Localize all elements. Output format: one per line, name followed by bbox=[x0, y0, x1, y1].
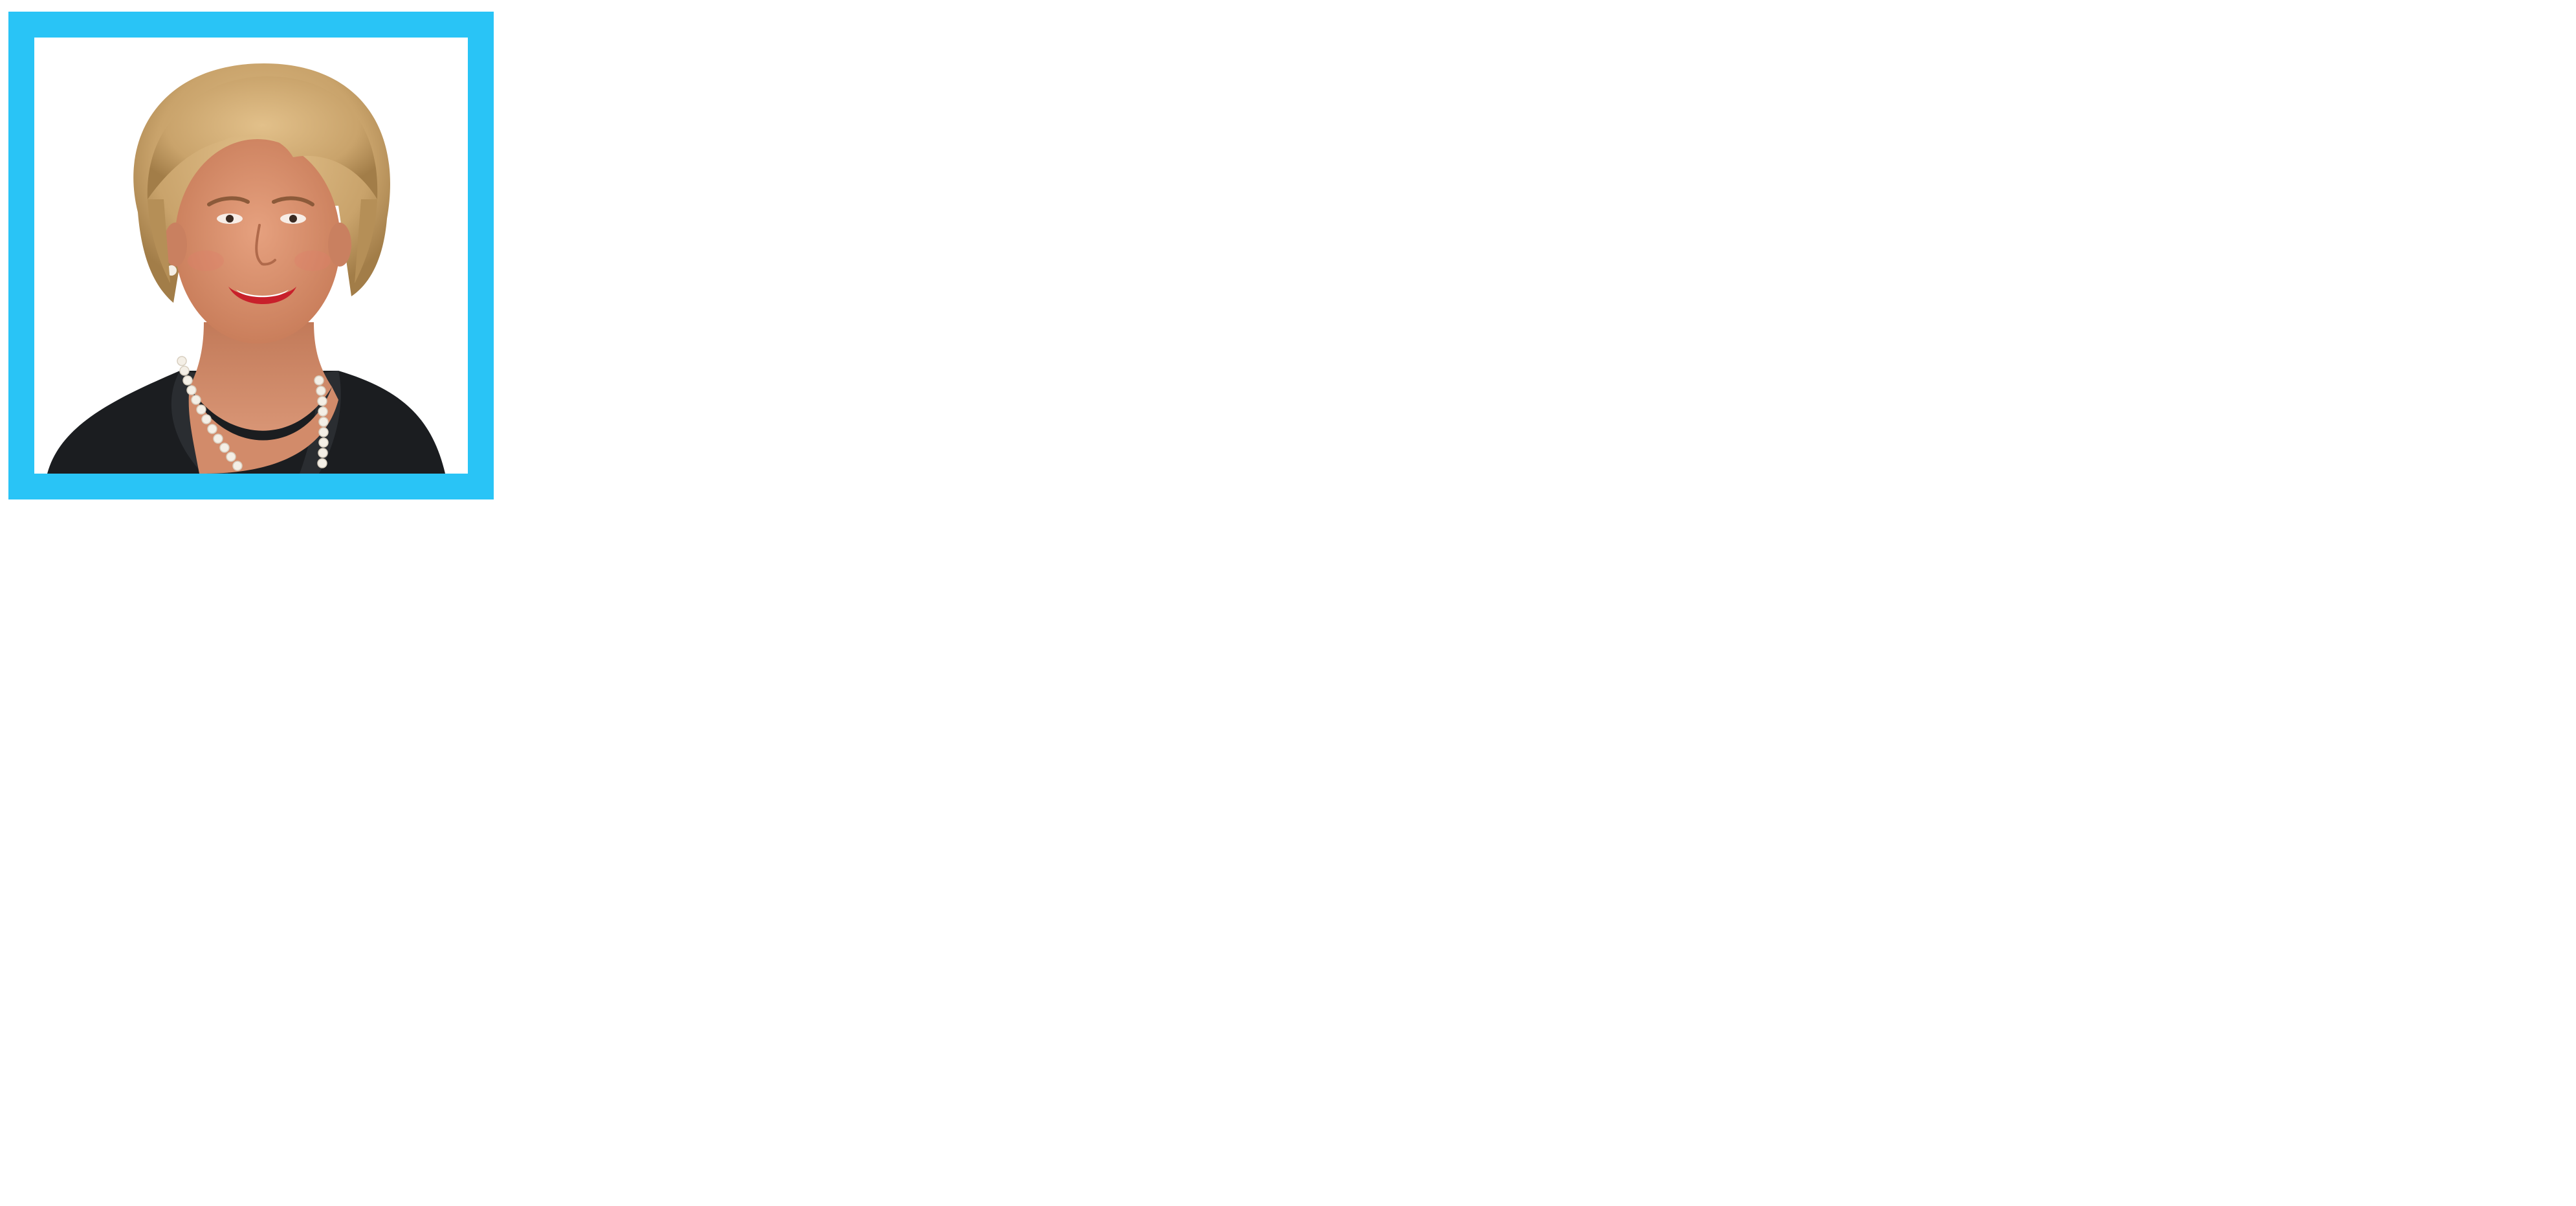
portrait-photo bbox=[34, 38, 468, 474]
ear-right bbox=[328, 223, 351, 267]
profile-photo-frame[interactable] bbox=[8, 12, 494, 499]
